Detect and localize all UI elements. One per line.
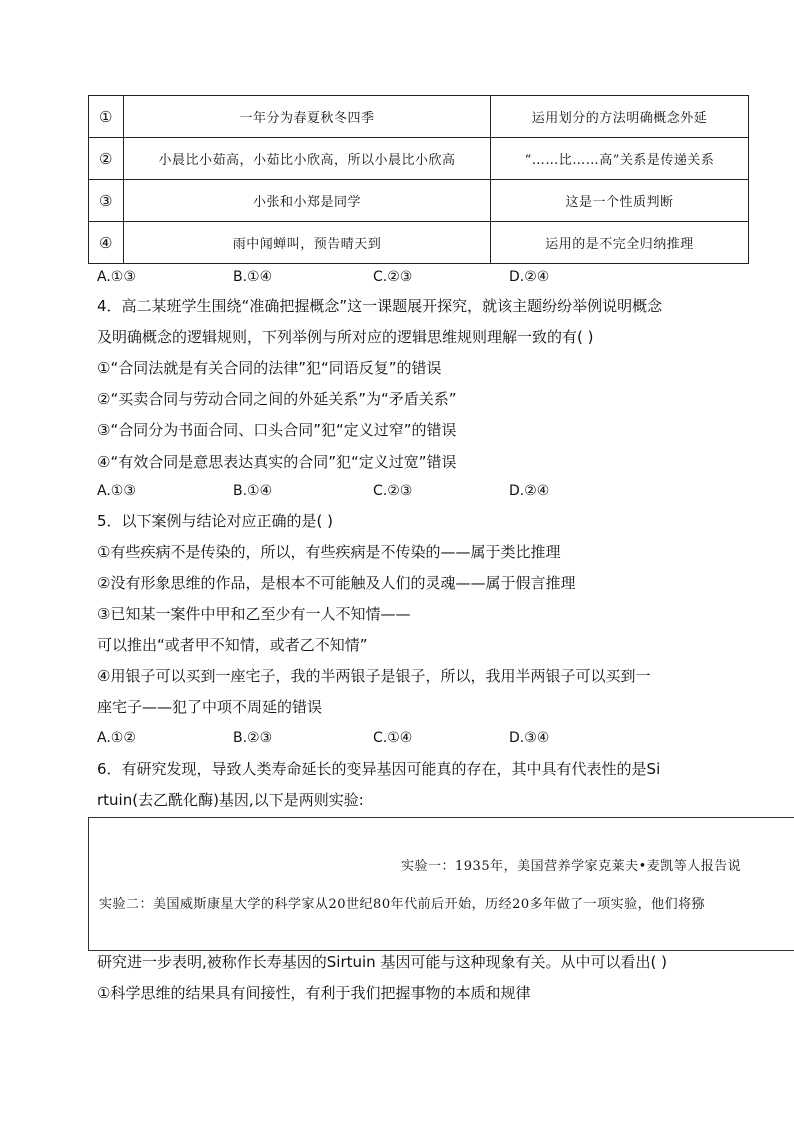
q6-stem-line1: 6．有研究发现，导致人类寿命延长的变异基因可能真的存在，其中具有代表性的是Si bbox=[97, 760, 661, 778]
row-judgment: 运用划分的方法明确概念外延 bbox=[491, 96, 749, 138]
option-c[interactable]: C.②③ bbox=[373, 483, 413, 499]
q5-line-1: ①有些疾病不是传染的，所以，有些疾病是不传染的——属于类比推理 bbox=[97, 543, 561, 561]
row-judgment: 运用的是不完全归纳推理 bbox=[491, 222, 749, 264]
q4-item-4: ④“有效合同是意思表达真实的合同”犯“定义过宽”错误 bbox=[97, 453, 457, 471]
q5-line-6: 座宅子——犯了中项不周延的错误 bbox=[97, 698, 323, 716]
experiment-2: 实验二：美国威斯康星大学的科学家从20世纪80年代前后开始，历经20多年做了一项实验，他们将猕 bbox=[99, 897, 706, 912]
experiment-1: 实验一：1935年，美国营养学家克莱夫•麦凯等人报告说 bbox=[401, 859, 742, 874]
q5-line-5: ④用银子可以买到一座宅子，我的半两银子是银子，所以，我用半两银子可以买到一 bbox=[97, 667, 651, 685]
option-d[interactable]: D.②④ bbox=[509, 483, 550, 499]
q6-stem-line2: rtuin(去乙酰化酶)基因,以下是两则实验: bbox=[97, 791, 364, 809]
table-row bbox=[89, 96, 749, 138]
q5-line-2: ②没有形象思维的作品，是根本不可能触及人们的灵魂——属于假言推理 bbox=[97, 574, 576, 592]
option-a[interactable]: A.①② bbox=[97, 730, 136, 746]
table-row bbox=[89, 222, 749, 264]
q4-stem-line1: 4．高二某班学生围绕“准确把握概念”这一课题展开探究，就该主题纷纷举例说明概念 bbox=[97, 297, 663, 315]
option-d[interactable]: D.③④ bbox=[509, 730, 550, 746]
row-judgment: 这是一个性质判断 bbox=[491, 180, 749, 222]
option-a[interactable]: A.①③ bbox=[97, 483, 136, 499]
q5-stem: 5．以下案例与结论对应正确的是( ) bbox=[97, 512, 334, 530]
q6-after-line2: ①科学思维的结果具有间接性，有利于我们把握事物的本质和规律 bbox=[97, 984, 531, 1002]
experiment-box bbox=[88, 817, 794, 951]
option-a[interactable]: A.①③ bbox=[97, 269, 136, 285]
row-number: ③ bbox=[89, 180, 124, 222]
q5-line-3: ③已知某一案件中甲和乙至少有一人不知情—— bbox=[97, 605, 411, 623]
q4-stem-line2: 及明确概念的逻辑规则，下列举例与所对应的逻辑思维规则理解一致的有( ) bbox=[97, 328, 594, 346]
q4-item-2: ②“买卖合同与劳动合同之间的外延关系”为“矛盾关系” bbox=[97, 390, 457, 408]
row-number: ① bbox=[89, 96, 124, 138]
row-judgment: “……比……高”关系是传递关系 bbox=[491, 138, 749, 180]
option-b[interactable]: B.①④ bbox=[233, 483, 273, 499]
row-example: 小张和小郑是同学 bbox=[124, 180, 491, 222]
option-b[interactable]: B.②③ bbox=[233, 730, 273, 746]
q4-item-1: ①“合同法就是有关合同的法律”犯“同语反复”的错误 bbox=[97, 359, 442, 377]
row-example: 雨中闻蝉叫，预告晴天到 bbox=[124, 222, 491, 264]
case-table bbox=[88, 95, 749, 264]
q4-item-3: ③“合同分为书面合同、口头合同”犯“定义过窄”的错误 bbox=[97, 421, 457, 439]
option-c[interactable]: C.②③ bbox=[373, 269, 413, 285]
row-example: 一年分为春夏秋冬四季 bbox=[124, 96, 491, 138]
table-row bbox=[89, 180, 749, 222]
option-b[interactable]: B.①④ bbox=[233, 269, 273, 285]
row-example: 小晨比小茹高，小茹比小欣高，所以小晨比小欣高 bbox=[124, 138, 491, 180]
option-c[interactable]: C.①④ bbox=[373, 730, 413, 746]
row-number: ④ bbox=[89, 222, 124, 264]
row-number: ② bbox=[89, 138, 124, 180]
option-d[interactable]: D.②④ bbox=[509, 269, 550, 285]
q5-line-4: 可以推出“或者甲不知情，或者乙不知情” bbox=[97, 636, 368, 654]
table-row bbox=[89, 138, 749, 180]
q6-after-line1: 研究进一步表明,被称作长寿基因的Sirtuin 基因可能与这种现象有关。从中可以看出( ) bbox=[97, 953, 667, 971]
